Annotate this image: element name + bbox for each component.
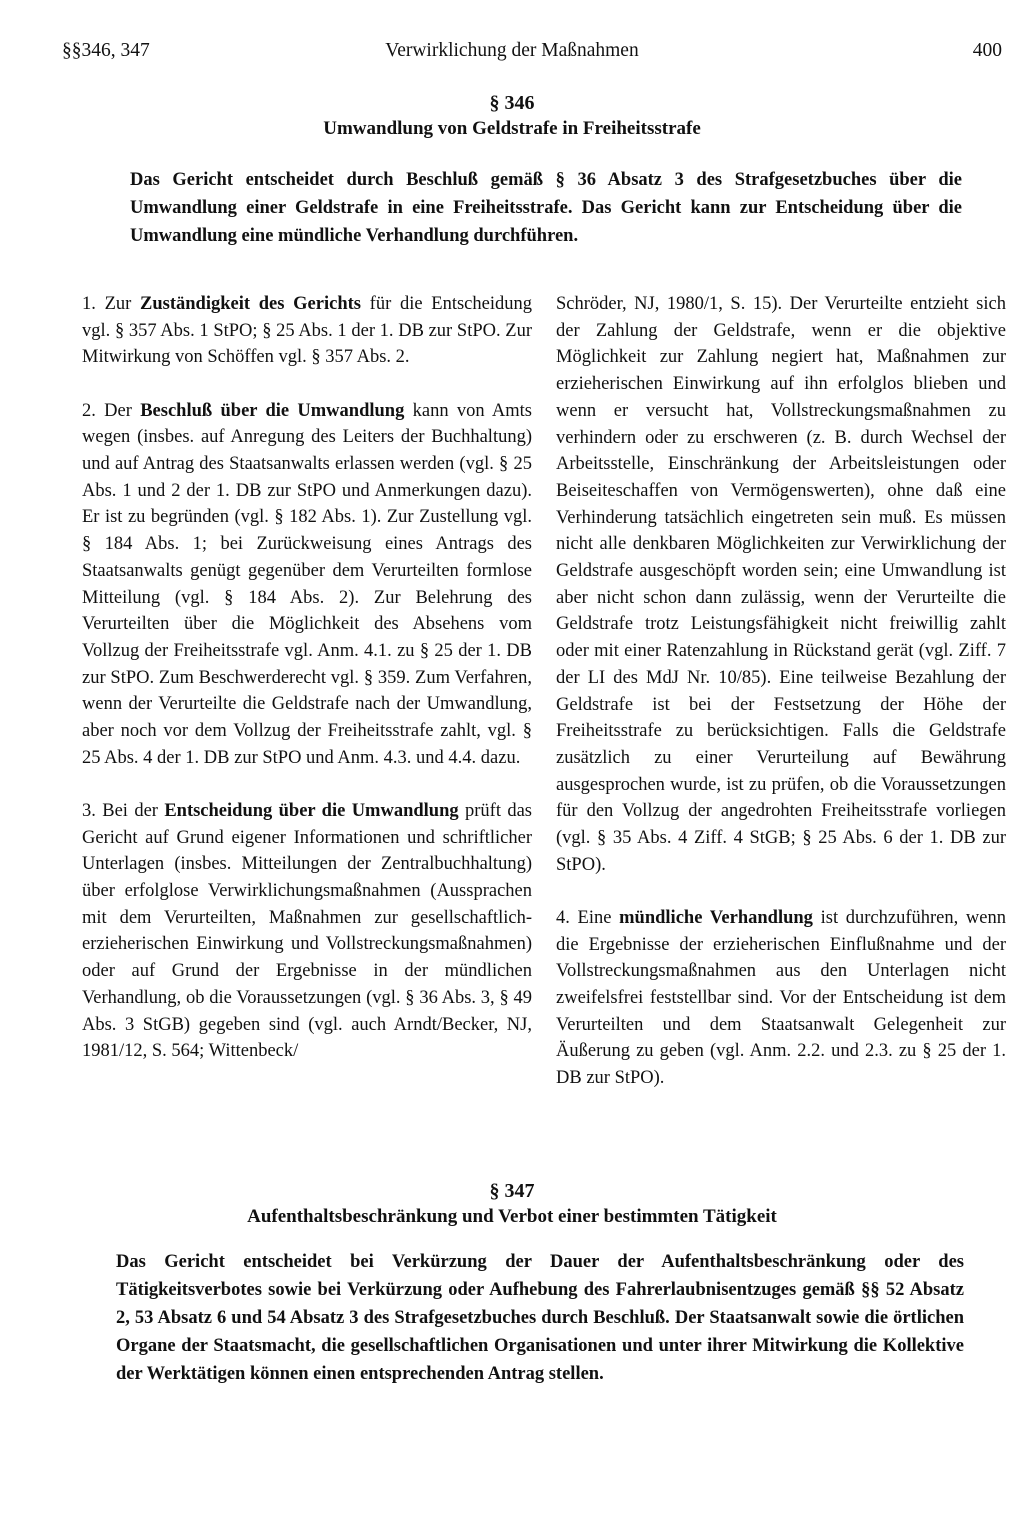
commentary-left-column (82, 291, 532, 1091)
commentary-paragraph-3-continued: Schröder, NJ, 1980/1, S. 15). Der Verurteilte entzieht sich der Zahlung der Geldstrafe, wenn er die objektive Möglichkeit zur Zahlung negiert hat, Maßnahmen zur erzieherischen Einwirkung auf ihn erfolglos blieben und wenn er versucht hat, Vollstreckungsmaßnahmen zu verhindern oder zu erschweren (z. B. durch Wechsel der Arbeitsstelle, Einschränkung der Arbeitsleistungen oder Beiseiteschaffen von Vermögenswerten), ohne daß eine Verhinderung tatsächlich eingetreten sein muß. Es müssen nicht alle denkbaren Möglichkeiten zur Verwirklichung der Geldstrafe ausgeschöpft worden sein; eine Umwandlung ist aber nicht schon dann zulässig, wenn der Verurteilte die Geldstrafe trotz Leistungsfähigkeit nicht freiwillig zahlt oder mit einer Ratenzahlung in Rückstand gerät (vgl. Ziff. 7 der LI des MdJ Nr. 10/85). Eine teilweise Bezahlung der Geldstrafe ist bei der Festsetzung der Höhe der Freiheitsstrafe zu berücksichtigen. Falls die Geldstrafe zusätzlich zu einer Verurteilung auf Bewährung ausgesprochen wurde, ist zu prüfen, ob die Voraussetzungen für den Vollzug der angedrohten Freiheitsstrafe vorliegen (vgl. § 35 Abs. 4 Ziff. 4 StGB; § 25 Abs. 6 der 1. DB zur StPO). (556, 294, 1006, 875)
section-347-statute-text: Das Gericht entscheidet bei Verkürzung der Dauer der Aufenthaltsbeschränkung oder des Tätigkeitsverbotes sowie bei Verkürzung oder Aufhebung des Fahrerlaubnisentzuges gemäß §§ 52 Absatz 2, 53 Absatz 6 und 54 Absatz 3 des Strafgesetzbuches durch Beschluß. Der Staatsanwalt sowie die örtlichen Organe der Staatsmacht, die gesellschaftlichen Organisationen und unter ihrer Mitwirkung die Kollektive der Werktätigen können einen entsprechenden Antrag stellen. (116, 1252, 964, 1384)
commentary-paragraph-4: 4. Eine mündliche Verhandlung ist durchzuführen, wenn die Ergebnisse der erzieherischen Einflußnahme und der Vollstreckungsmaßnahmen aus den Unterlagen nicht zweifelsfrei feststellbar sind. Vor der Entscheidung ist dem Verurteilten und dem Staatsanwalt Gelegenheit zur Äußerung zu geben (vgl. Anm. 2.2. und 2.3. zu § 25 der 1. DB zur StPO). (556, 907, 1006, 1089)
commentary-3-keyword: Entscheidung über die Umwandlung (164, 800, 459, 821)
header-chapter-title: Verwirklichung der Maßnahmen (385, 40, 639, 61)
commentary-right-column (556, 291, 1006, 1118)
commentary-paragraph-2: 2. Der Beschluß über die Umwandlung kann von Amts wegen (insbes. auf Anregung des Leiters der Buchhaltung) und auf Antrag des Staatsanwalts erlassen werden (vgl. § 25 Abs. 1 und 2 der 1. DB zur StPO und Anmerkungen dazu). Er ist zu begründen (vgl. § 182 Abs. 1). Zur Zustellung vgl. § 184 Abs. 1; bei Zurückweisung eines Antrags des Staatsanwalts genügt gegenüber dem Verurteilten formlose Mitteilung (vgl. § 184 Abs. 2). Zur Belehrung des Verurteilten über die Möglichkeit des Absehens vom Vollzug der Freiheitsstrafe vgl. Anm. 4.1. zu § 25 der 1. DB zur StPO. Zum Beschwerderecht vgl. § 359. Zum Verfahren, wenn der Verurteilte die Geldstrafe nach der Umwandlung, aber noch vor dem Vollzug der Freiheitsstrafe zahlt, vgl. § 25 Abs. 4 der 1. DB zur StPO und Anm. 4.3. und 4.4. dazu. (82, 400, 533, 768)
running-header (62, 34, 1002, 68)
page-number: 400 (972, 40, 1002, 61)
commentary-1-keyword: Zuständigkeit des Gerichts (140, 294, 361, 314)
commentary-2-keyword: Beschluß über die Umwandlung (140, 400, 405, 421)
commentary-paragraph-1: 1. Zur Zuständigkeit des Gerichts für die Entscheidung vgl. § 357 Abs. 1 StPO; § 25 Abs. 1 der 1. DB zur StPO. Zur Mitwirkung von Schöffen vgl. § 357 Abs. 2. (82, 294, 532, 368)
section-346-statute-text: Das Gericht entscheidet durch Beschluß gemäß § 36 Absatz 3 des Strafgesetzbuches über die Umwandlung einer Geldstrafe in eine Freiheitsstrafe. Das Gericht kann zur Entscheidung über die Umwandlung eine mündliche Verhandlung durchführen. (130, 170, 962, 246)
section-347-number: § 347 (489, 1180, 535, 1202)
header-section-range: §§346, 347 (62, 40, 150, 61)
commentary-paragraph-3: 3. Bei der Entscheidung über die Umwandlung prüft das Gericht auf Grund eigener Informationen und schriftlicher Unterlagen (insbes. Mitteilungen der Zentralbuchhaltung) über erfolglose Verwirklichungsmaßnahmen (Aussprachen mit dem Verurteilten, Maßnahmen zur gesellschaftlich-erzieherischen Einwirkung und Vollstreckungsmaßnahmen) oder auf Grund der Ergebnisse in der mündlichen Verhandlung, ob die Voraussetzungen (vgl. § 36 Abs. 3, § 49 Abs. 3 StGB) gegeben sind (vgl. auch Arndt/Becker, NJ, 1981/12, S. 564; Wittenbeck/ (82, 800, 532, 1062)
commentary-4-keyword: mündliche Verhandlung (619, 907, 813, 928)
section-347-title: Aufenthaltsbeschränkung und Verbot einer bestimmten Tätigkeit (247, 1206, 777, 1227)
section-346-title: Umwandlung von Geldstrafe in Freiheitsstrafe (323, 118, 701, 139)
section-346-number: § 346 (489, 92, 535, 114)
